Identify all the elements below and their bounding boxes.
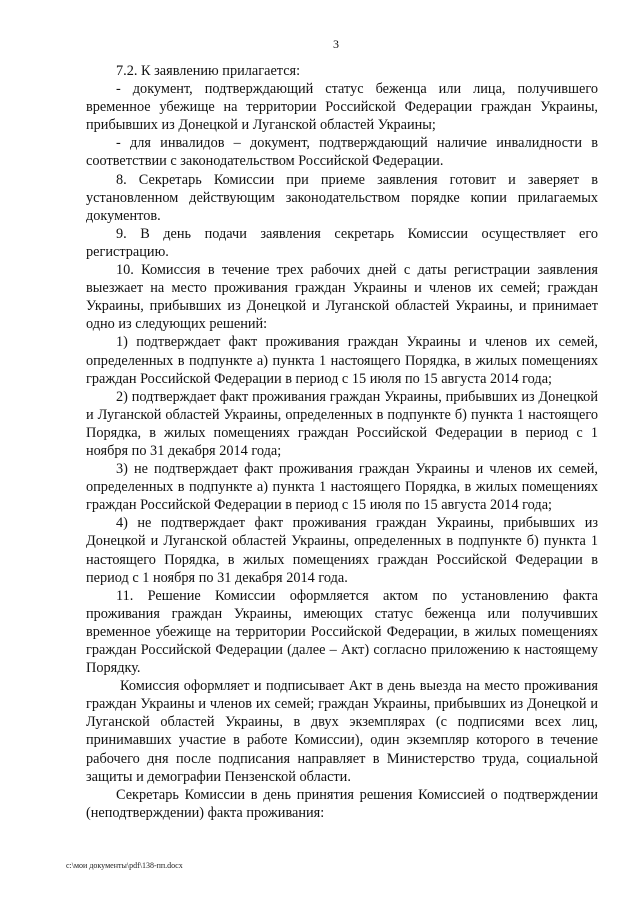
paragraph: 9. В день подачи заявления секретарь Комиссии осуществляет его регистрацию.: [86, 225, 598, 260]
paragraph: 2) подтверждает факт проживания граждан Украины, прибывших из Донецкой и Луганской областей Украины, определенных в подпункте б) пункта 1 настоящего Порядка, в жилых помещениях граждан Российской Федерации в период с 1 ноября по 31 декабря 2014 года;: [86, 388, 598, 459]
document-body: [86, 62, 598, 822]
paragraph: 10. Комиссия в течение трех рабочих дней с даты регистрации заявления выезжает на место проживания граждан Украины и членов их семей; граждан Украины, прибывших из Донецкой и Луганской областей Украины, и принимает одно из следующих решений:: [86, 262, 598, 333]
footer-file-path: c:\мои документы\pdf\138-пп.docx: [66, 861, 183, 870]
paragraph: - документ, подтверждающий статус беженца или лица, получившего временное убежище на территории Российской Федерации граждан Украины, прибывших из Донецкой и Луганской областей Украины;: [86, 81, 598, 134]
paragraph: 4) не подтверждает факт проживания граждан Украины, прибывших из Донецкой и Луганской областей Украины, определенных в подпункте б) пункта 1 настоящего Порядка, в жилых помещениях граждан Российской Федерации в период с 1 ноября по 31 декабря 2014 года.: [86, 515, 598, 586]
paragraph: 8. Секретарь Комиссии при приеме заявления готовит и заверяет в установленном действующим законодательством порядке копии прилагаемых документов.: [86, 171, 598, 224]
paragraph: 3) не подтверждает факт проживания граждан Украины и членов их семей, определенных в подпункте а) пункта 1 настоящего Порядка, в жилых помещениях граждан Российской Федерации в период с 15 июля по 15 августа 2014 года;: [86, 461, 598, 514]
paragraph: 7.2. К заявлению прилагается:: [116, 63, 301, 79]
paragraph: - для инвалидов – документ, подтверждающий наличие инвалидности в соответствии с законодательством Российской Федерации.: [86, 135, 598, 170]
page-number: 3: [333, 37, 339, 51]
paragraph: Секретарь Комиссии в день принятия решения Комиссией о подтверждении (неподтверждении) факта проживания:: [86, 786, 598, 821]
paragraph: Комиссия оформляет и подписывает Акт в день выезда на место проживания граждан Украины и членов их семей; граждан Украины, прибывших из Донецкой и Луганской областей Украины, в двух экземплярах (с подписями всех лиц, принимавших участие в работе Комиссии), один экземпляр которого в течение рабочего дня после подписания направляет в Министерство труда, социальной защиты и демографии Пензенской области.: [86, 678, 598, 785]
paragraph: 1) подтверждает факт проживания граждан Украины и членов их семей, определенных в подпункте а) пункта 1 настоящего Порядка, в жилых помещениях граждан Российской Федерации в период с 15 июля по 15 августа 2014 года;: [86, 334, 598, 387]
paragraph: 11. Решение Комиссии оформляется актом по установлению факта проживания граждан Украины, имеющих статус беженца или получивших временное убежище на территории Российской Федерации, в жилых помещениях граждан Российской Федерации (далее – Акт) согласно приложению к настоящему Порядку.: [86, 587, 598, 677]
